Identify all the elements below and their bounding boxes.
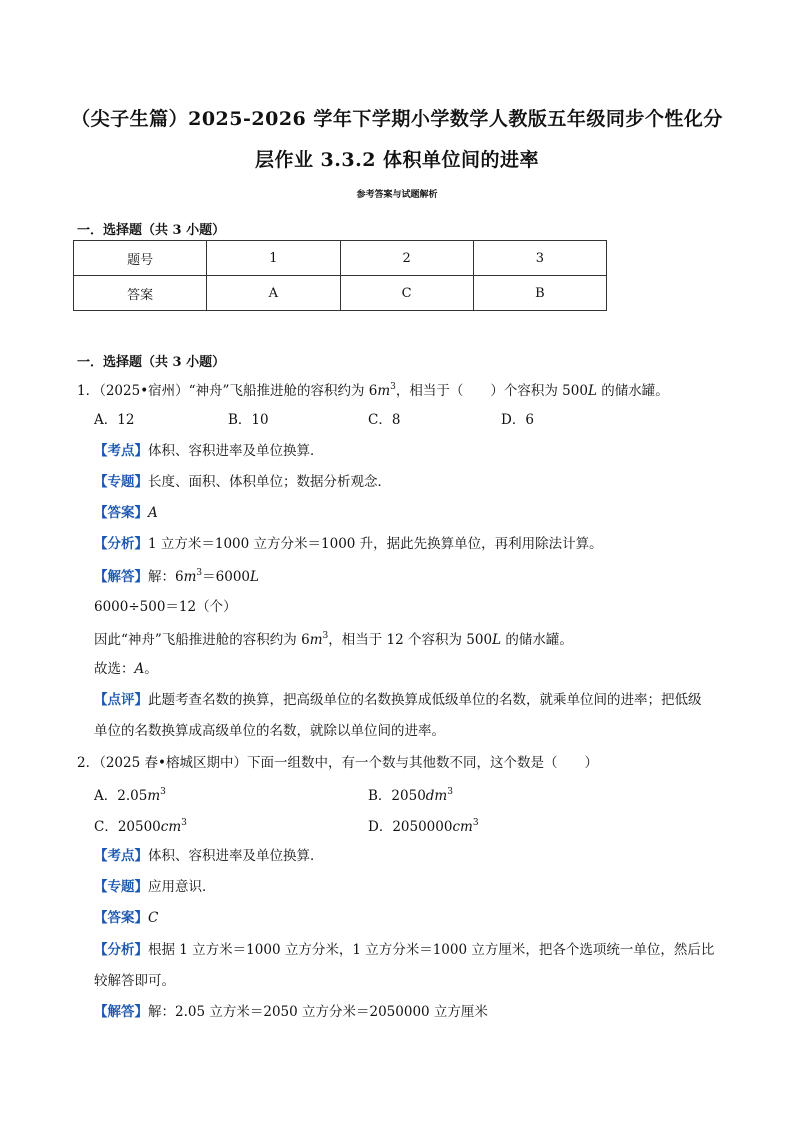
question-1-stem: 1．（2025•宿州）“神舟”飞船推进舱的容积约为 $6m^3$，相当于（ ）个容积为 500L 的储水罐。 [77,382,669,399]
document-title-line-2: 层作业 3.3.2 体积单位间的进率 [254,149,540,171]
document-subtitle: 参考答案与试题解析 [356,190,438,200]
question-2-kaodian: 【考点】体积、容积进率及单位换算． [94,848,324,864]
question-1-zhuanti: 【专题】长度、面积、体积单位；数据分析观念． [94,474,391,490]
question-1-conclusion: 因此“神舟”飞船推进舱的容积约为 $6m^3$，相当于 12 个容积为 500L 的储水罐。 [94,631,573,648]
question-1-kaodian: 【考点】体积、容积进率及单位换算． [94,443,324,459]
question-2-analysis-line-2: 较解答即可。 [94,973,175,989]
section-heading-answers: 一．选择题（共 3 小题） [77,223,226,238]
question-1-option-c: C．8 [368,412,401,428]
answer-table-cell: B [473,276,606,311]
question-2-option-c: C．$20500cm^3$ [94,818,187,835]
question-2-analysis-line-1: 【分析】根据 1 立方米＝1000 立方分米，1 立方分米＝1000 立方厘米，把各个选项统一单位，然后比 [94,942,715,958]
section-heading-questions: 一．选择题（共 3 小题） [77,355,226,370]
answer-table-cell: 答案 [74,276,207,311]
answer-table-cell: 题号 [74,241,207,276]
question-1-option-b: B．10 [228,412,269,428]
question-2-answer: 【答案】C [94,910,159,926]
question-2-option-d: D．$2050000cm^3$ [368,818,479,835]
document-title-line-1: （尖子生篇）2025-2026 学年下学期小学数学人教版五年级同步个性化分 [71,108,723,130]
question-1-solution: 【解答】解：$6m^3=6000L$ [94,568,259,585]
answer-table-header-row [74,241,607,276]
question-2-solution: 【解答】解：2.05 立方米＝2050 立方分米＝2050000 立方厘米 [94,1004,488,1020]
question-1-comment-line-1: 【点评】此题考查名数的换算，把高级单位的名数换算成低级单位的名数，就乘单位间的进率；把低级 [94,692,702,708]
question-1-analysis: 【分析】1 立方米＝1000 立方分米＝1000 升，据此先换算单位，再利用除法计算。 [94,536,603,552]
answer-table-cell: 1 [207,241,340,276]
answer-table-cell: 3 [473,241,606,276]
question-1-calculation: 6000÷500＝12（个） [94,599,237,615]
question-2-zhuanti: 【专题】应用意识． [94,879,216,895]
question-2-stem: 2．（2025 春•榕城区期中）下面一组数中，有一个数与其他数不同，这个数是（ ） [77,755,598,771]
question-1-choice: 故选：A。 [94,661,158,677]
answer-table [73,240,607,311]
question-2-option-b: B．$2050dm^3$ [368,787,453,804]
question-1-option-a: A．12 [94,412,135,428]
question-1-comment-line-2: 单位的名数换算成高级单位的名数，就除以单位间的进率。 [94,723,445,739]
question-2-option-a: A．$2.05m^3$ [94,787,166,804]
answer-table-cell: C [340,276,473,311]
answer-table-cell: 2 [340,241,473,276]
answer-table-answer-row [74,276,607,311]
question-1-answer: 【答案】A [94,505,158,521]
answer-table-cell: A [207,276,340,311]
question-1-option-d: D．6 [501,412,534,428]
